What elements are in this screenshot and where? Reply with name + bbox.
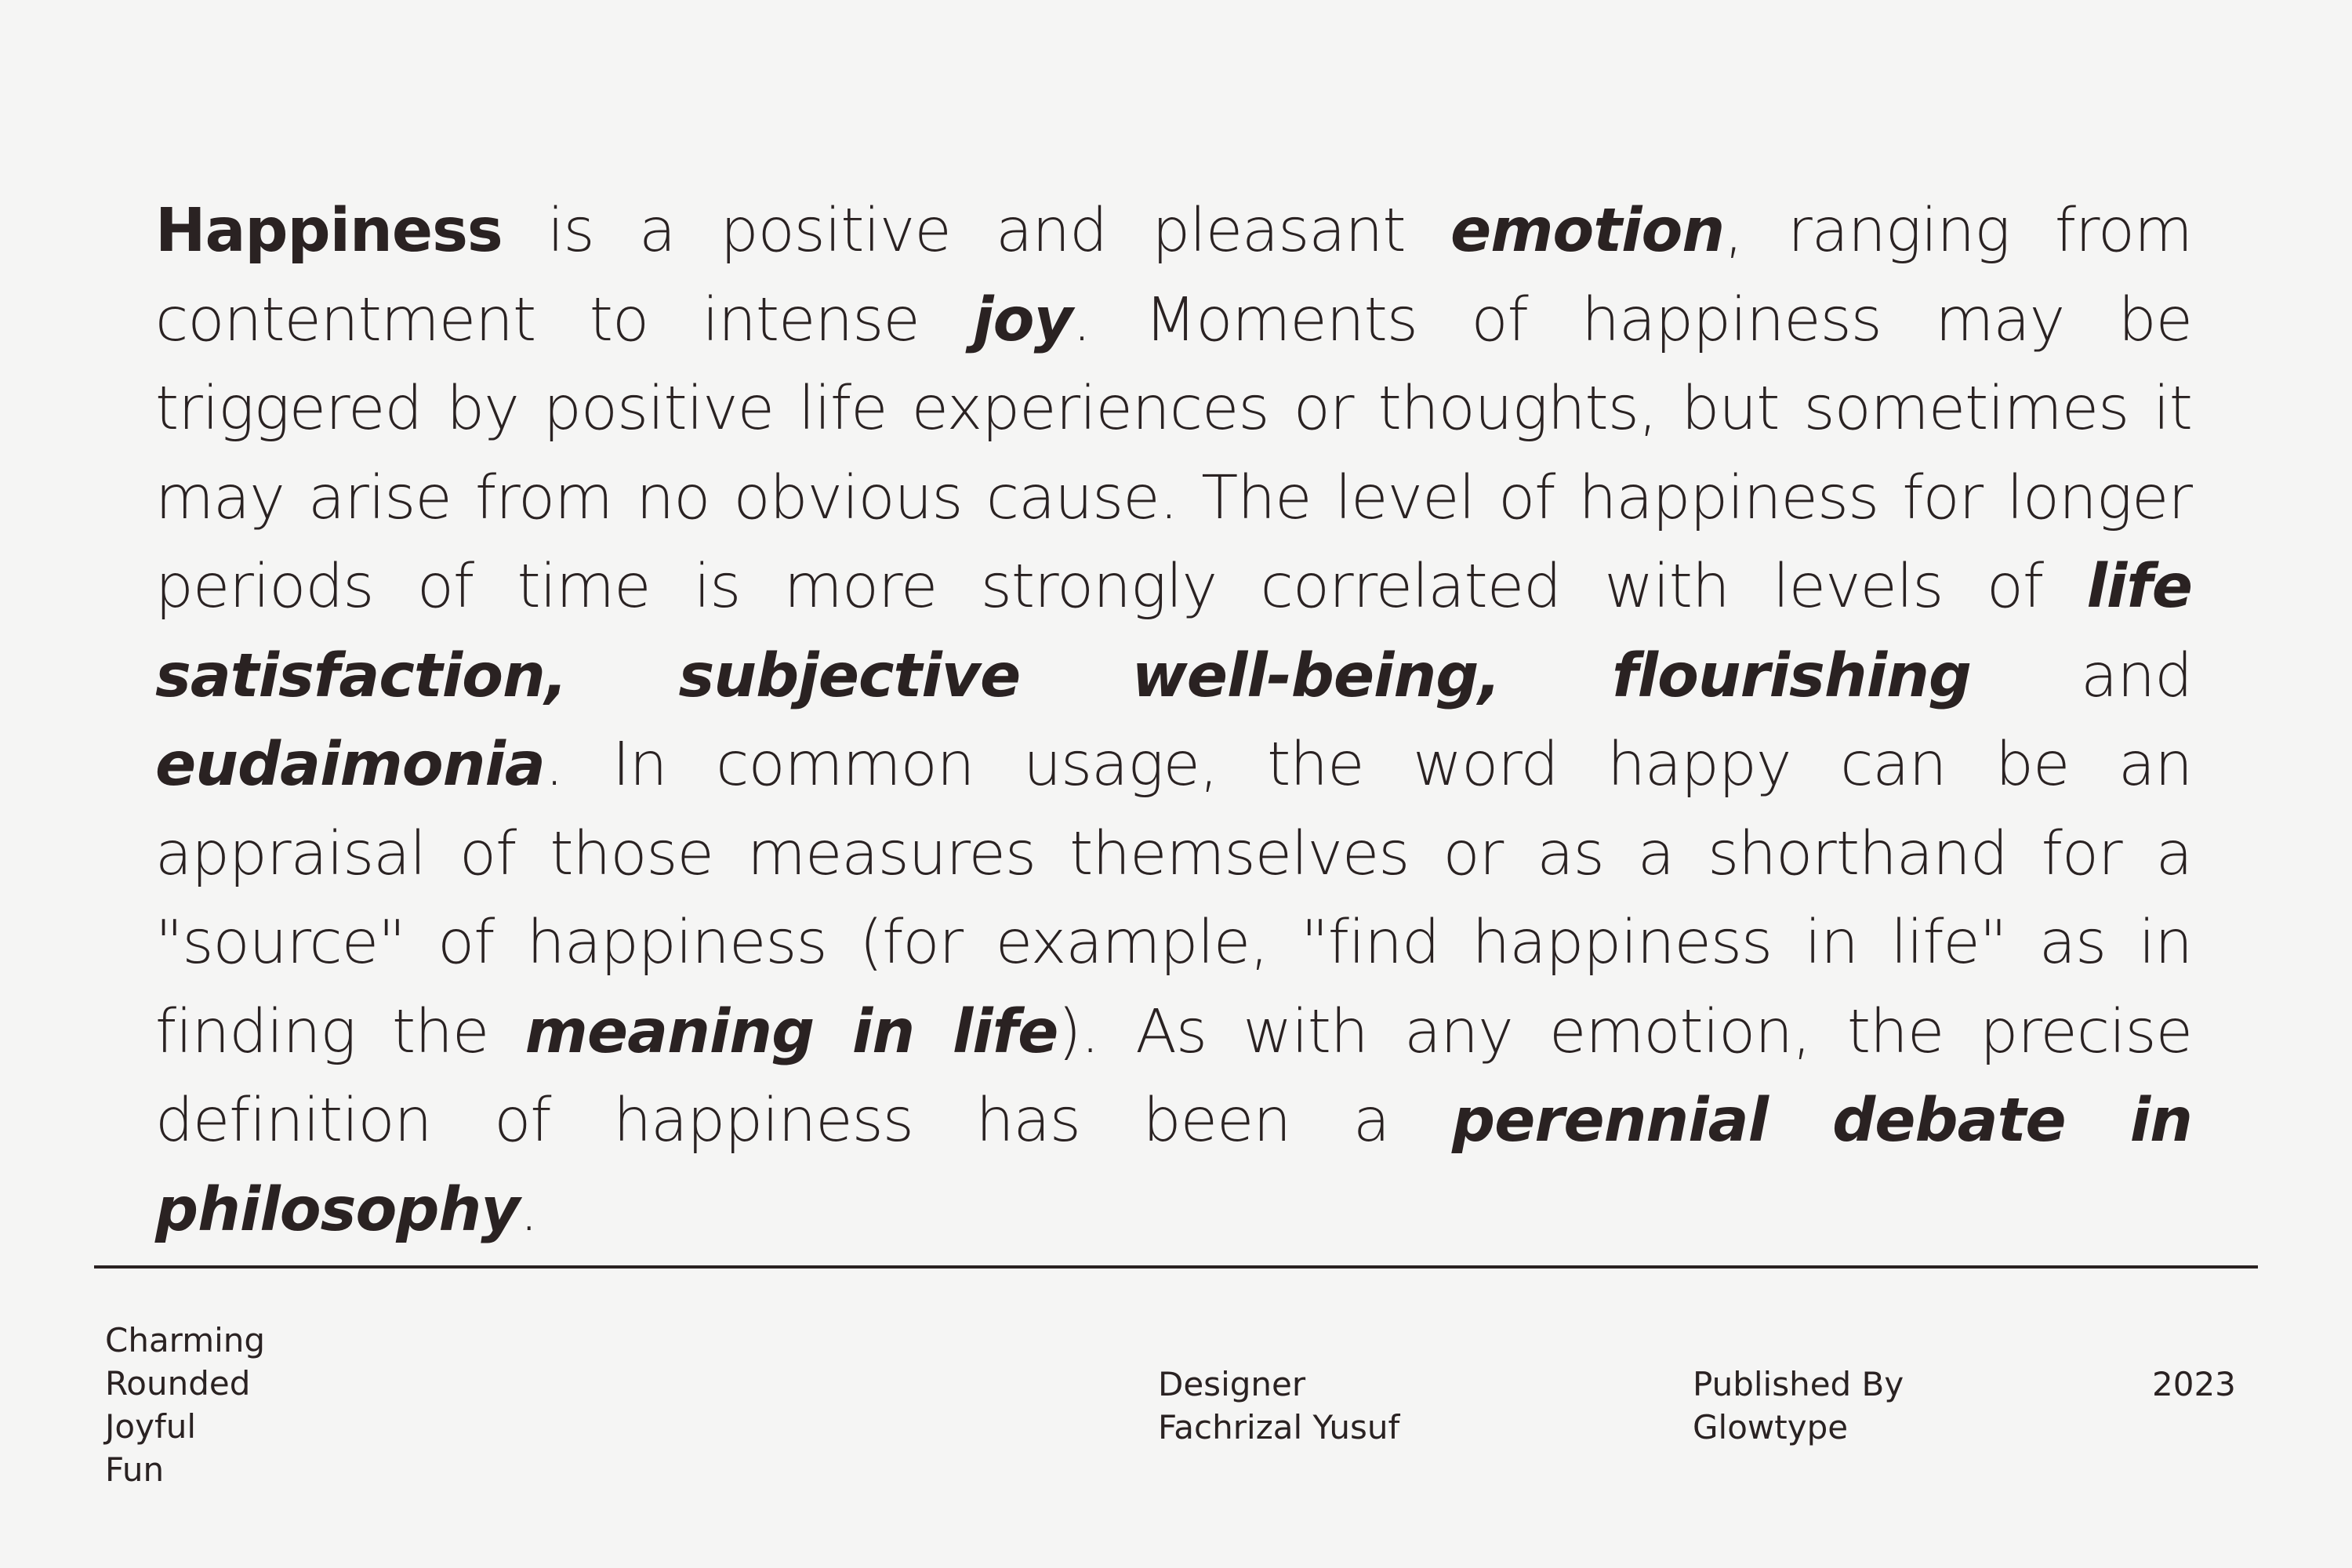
- emphasis-meaning-in-life: meaning in life: [524, 996, 1058, 1067]
- tag-item: Joyful: [105, 1407, 197, 1446]
- text-run: . Moments of happiness may be triggered by positive life experiences or thoughts, but sometimes it may arise from no obvious cause. The level of happiness for longer periods of time is more strongly correlated with levels of: [155, 285, 2192, 622]
- designer-name: Fachrizal Yusuf: [1158, 1408, 1400, 1446]
- emphasis-emotion: emotion: [1450, 196, 1725, 266]
- footer-divider: [94, 1265, 2258, 1269]
- emphasis-eudaimonia: eudaimonia: [155, 730, 545, 800]
- text-run: , ranging from contentment to intense: [155, 196, 2193, 355]
- tag-list: [105, 1319, 265, 1491]
- text-run: ). As with any emotion, the precise definition of happiness has been a: [155, 996, 2192, 1156]
- tag-item: Rounded: [105, 1364, 251, 1403]
- emphasis-joy: joy: [973, 285, 1073, 355]
- year: [2152, 1363, 2236, 1406]
- publisher-label: Published By: [1693, 1365, 1904, 1403]
- publisher-name: Glowtype: [1693, 1408, 1849, 1446]
- emphasis-perennial-debate: perennial debate in philosophy: [155, 1086, 2192, 1245]
- body-paragraph: [155, 187, 2192, 1254]
- text-run: .: [519, 1174, 538, 1245]
- text-run: . In common usage, the word happy can be an appraisal of those measures themselves or as a shorthand for a "source" of happiness (for example, "find happiness in life" as in finding the: [155, 730, 2192, 1067]
- tag-item: Fun: [105, 1450, 165, 1489]
- designer-label: Designer: [1158, 1365, 1306, 1403]
- emphasis-life-satisfaction: life satisfaction, subjective well-being, flourishing: [155, 552, 2192, 711]
- designer-credit: [1158, 1363, 1399, 1449]
- text-run: is a positive and pleasant: [502, 196, 1450, 266]
- publisher-credit: [1693, 1363, 1904, 1449]
- year-value: 2023: [2152, 1365, 2236, 1403]
- lead-word: Happiness: [155, 196, 503, 266]
- text-run: and: [1971, 641, 2192, 711]
- tag-item: Charming: [105, 1321, 266, 1359]
